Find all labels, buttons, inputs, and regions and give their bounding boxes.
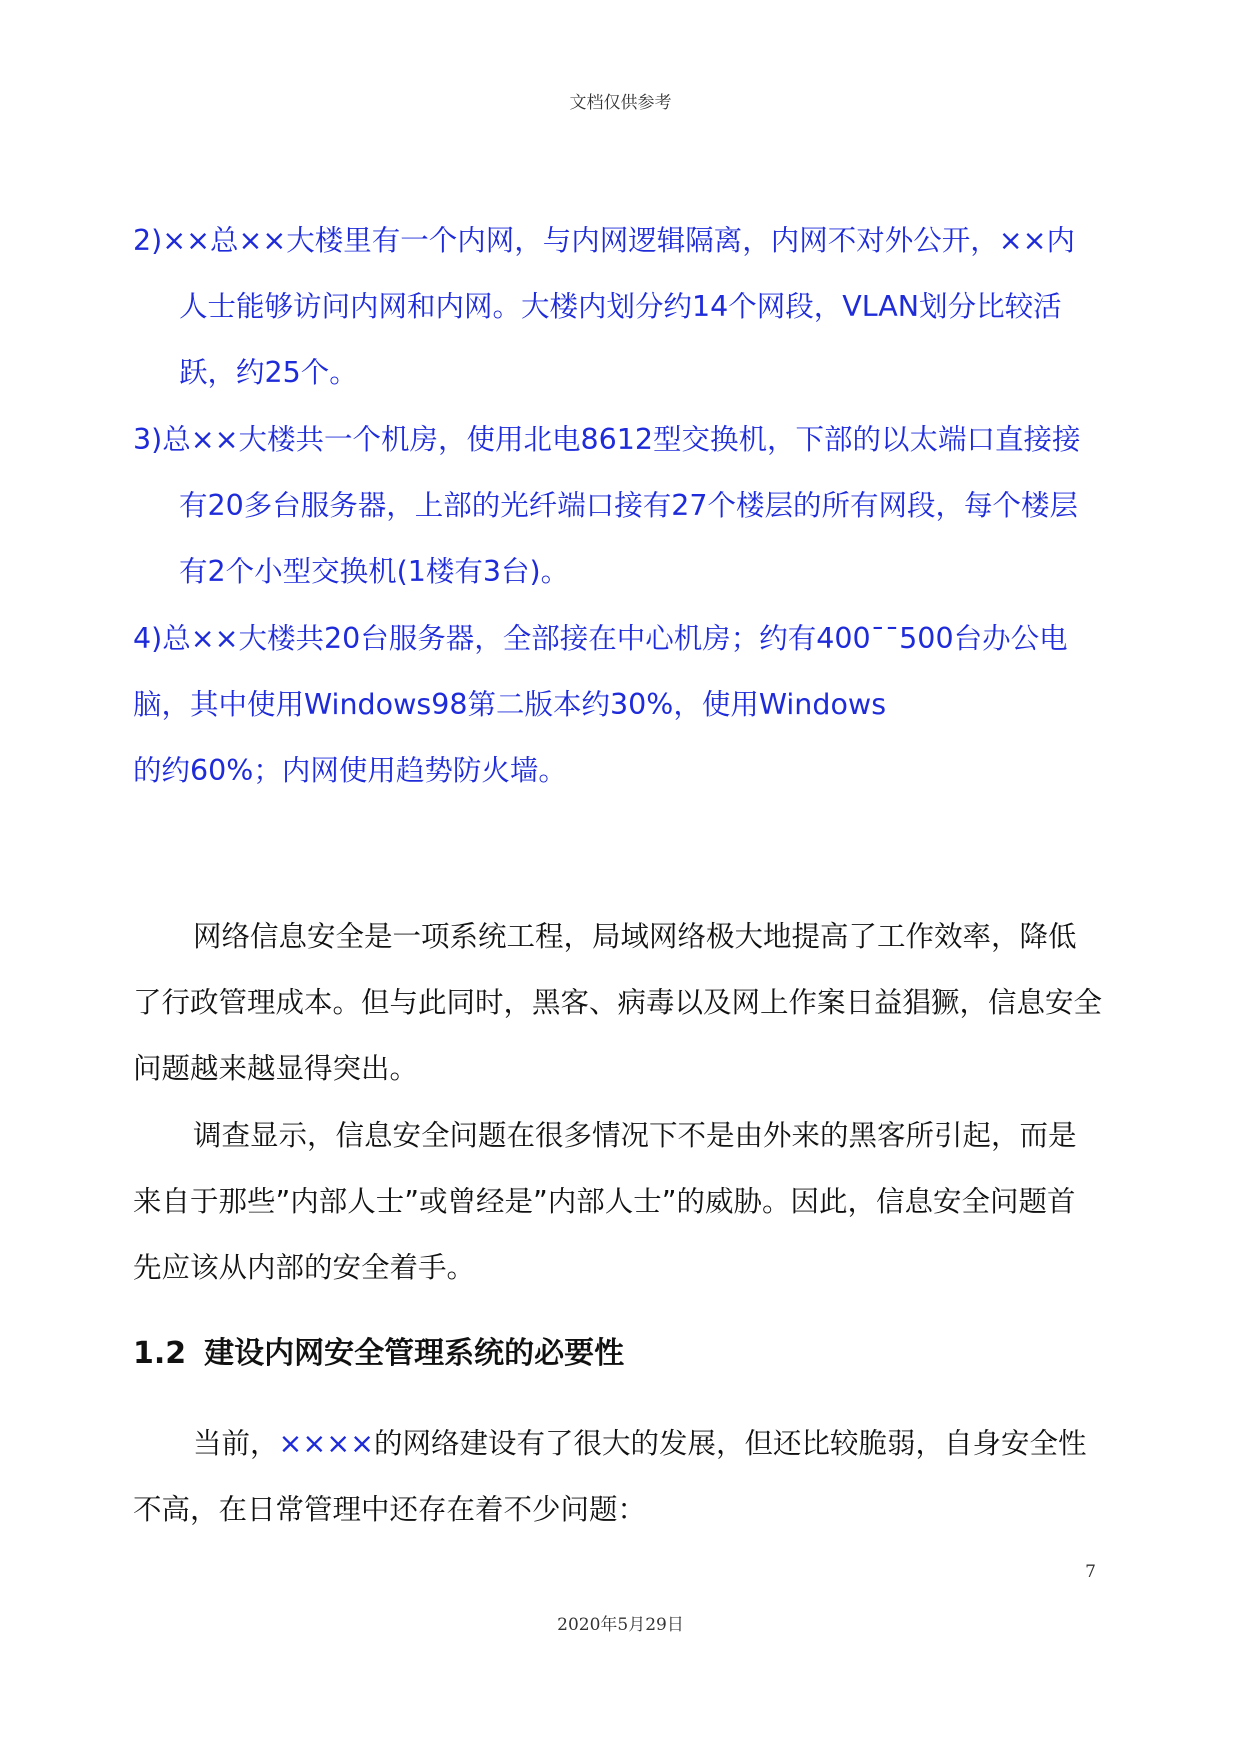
list-item-2: 2)××总××大楼里有一个内网，与内网逻辑隔离，内网不对外公开，××内人士能够访问内网和内网。大楼内划分约14个网段，VLAN划分比较活跃，约25个。: [133, 224, 1076, 389]
page-header: 文档仅供参考: [569, 93, 672, 113]
paragraph-network-security: 网络信息安全是一项系统工程，局域网络极大地提高了工作效率，降低了行政管理成本。但与此同时，黑客、病毒以及网上作案日益猖獗，信息安全问题越来越显得突出。: [133, 920, 1103, 1085]
current-state-prefix: 当前，: [193, 1427, 279, 1460]
placeholder-marks: ××××: [278, 1427, 375, 1460]
current-state-suffix: 的网络建设有了很大的发展，但还比较脆弱，自身安全性不高，在日常管理中还存在着不少问题：: [133, 1427, 1087, 1526]
document-body: [133, 208, 1103, 1543]
footer-date: 2020年5月29日: [557, 1615, 684, 1635]
paragraph-survey: 调查显示，信息安全问题在很多情况下不是由外来的黑客所引起，而是来自于那些”内部人士”或曾经是”内部人士”的威胁。因此，信息安全问题首先应该从内部的安全着手。: [133, 1119, 1077, 1284]
paragraph-current-state: [133, 1411, 1103, 1543]
section-number: 1.2: [133, 1336, 187, 1371]
list-item-4-line-1: 4)总××大楼共20台服务器，全部接在中心机房；约有400¯¯500台办公电脑，其中使用Windows98第二版本约30%，使用Windows: [133, 622, 1068, 721]
list-item-3: 3)总××大楼共一个机房，使用北电8612型交换机，下部的以太端口直接接有20多台服务器，上部的光纤端口接有27个楼层的所有网段，每个楼层有2个小型交换机(1楼有3台)。: [133, 423, 1081, 588]
section-heading: [133, 1321, 1103, 1387]
page-number: 7: [1085, 1562, 1096, 1582]
section-title: 建设内网安全管理系统的必要性: [204, 1336, 625, 1371]
list-item-4-line-2: 的约60%；内网使用趋势防火墙。: [133, 754, 567, 787]
